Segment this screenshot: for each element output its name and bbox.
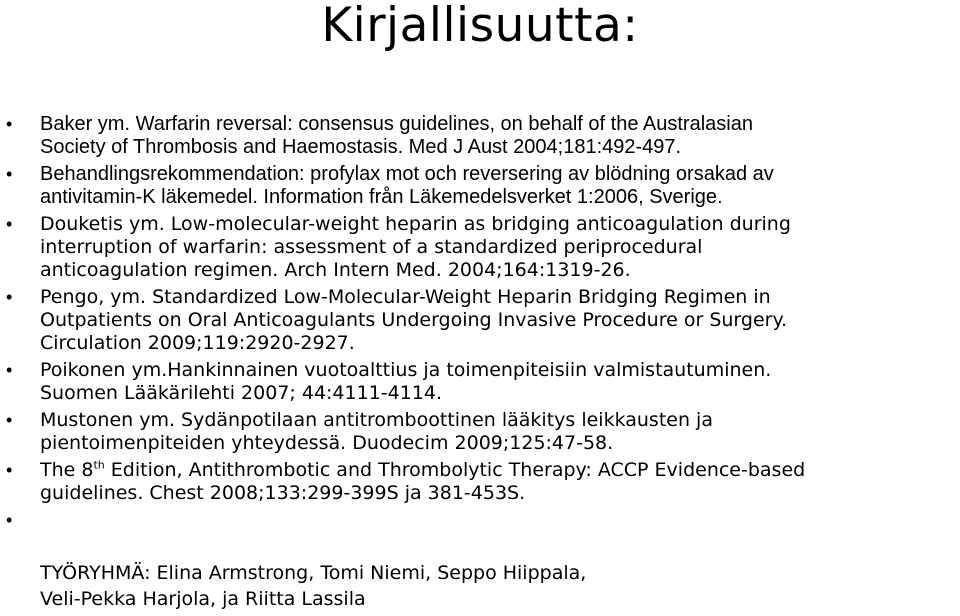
reference-line: Behandlingsrekommendation: profylax mot och reversering av blödning orsakad av <box>40 163 774 185</box>
reference-item-behandlingsrekommendation <box>0 163 960 209</box>
superscript-ordinal: th <box>93 458 105 472</box>
reference-line: Circulation 2009;119:2920-2927. <box>40 332 355 354</box>
reference-item-baker <box>0 113 960 159</box>
reference-item-mustonen <box>0 409 960 455</box>
slide-title: Kirjallisuutta: <box>321 0 639 53</box>
bullet-icon: • <box>6 164 13 184</box>
bullet-icon: • <box>6 214 13 234</box>
reference-line: Society of Thrombosis and Haemostasis. Med J Aust 2004;181:492-497. <box>40 136 682 158</box>
reference-text: The 8 <box>40 459 94 481</box>
bullet-icon: • <box>6 114 13 134</box>
bullet-icon: • <box>6 360 13 380</box>
reference-item-empty <box>0 509 960 534</box>
reference-text: Edition, Antithrombotic and Thrombolytic Therapy: ACCP Evidence-based <box>104 459 806 481</box>
bullet-icon: • <box>6 287 13 307</box>
working-group-line: Veli-Pekka Harjola, ja Riitta Lassila <box>40 588 366 610</box>
reference-list <box>0 113 960 538</box>
reference-line <box>40 459 942 482</box>
bullet-icon: • <box>6 410 13 430</box>
reference-line: Suomen Lääkärilehti 2007; 44:4111-4114. <box>40 382 443 404</box>
reference-line: Outpatients on Oral Anticoagulants Undergoing Invasive Procedure or Surgery. <box>40 309 788 331</box>
working-group <box>40 560 586 612</box>
reference-line: interruption of warfarin: assessment of a standardized periprocedural <box>40 236 703 258</box>
reference-line: pientoimenpiteiden yhteydessä. Duodecim 2009;125:47-58. <box>40 432 614 454</box>
reference-line: anticoagulation regimen. Arch Intern Med. 2004;164:1319-26. <box>40 259 631 281</box>
working-group-line: TYÖRYHMÄ: Elina Armstrong, Tomi Niemi, Seppo Hiippala, <box>40 562 587 584</box>
reference-item-accp <box>0 459 960 505</box>
reference-line: Poikonen ym.Hankinnainen vuotoalttius ja toimenpiteisiin valmistautuminen. <box>40 359 772 381</box>
reference-item-poikonen <box>0 359 960 405</box>
reference-line: Mustonen ym. Sydänpotilaan antitromboottinen lääkitys leikkausten ja <box>40 409 713 431</box>
reference-line: Pengo, ym. Standardized Low-Molecular-Weight Heparin Bridging Regimen in <box>40 286 771 308</box>
reference-line: Douketis ym. Low-molecular-weight heparin as bridging anticoagulation during <box>40 213 791 235</box>
reference-item-douketis <box>0 213 960 282</box>
reference-line: antivitamin-K läkemedel. Information från Läkemedelsverket 1:2006, Sverige. <box>40 186 723 208</box>
reference-line: guidelines. Chest 2008;133:299-399S ja 381-453S. <box>40 482 526 504</box>
reference-line: Baker ym. Warfarin reversal: consensus guidelines, on behalf of the Australasian <box>40 113 753 135</box>
bullet-icon: • <box>6 460 13 480</box>
bullet-icon: • <box>6 510 13 530</box>
reference-item-pengo <box>0 286 960 355</box>
